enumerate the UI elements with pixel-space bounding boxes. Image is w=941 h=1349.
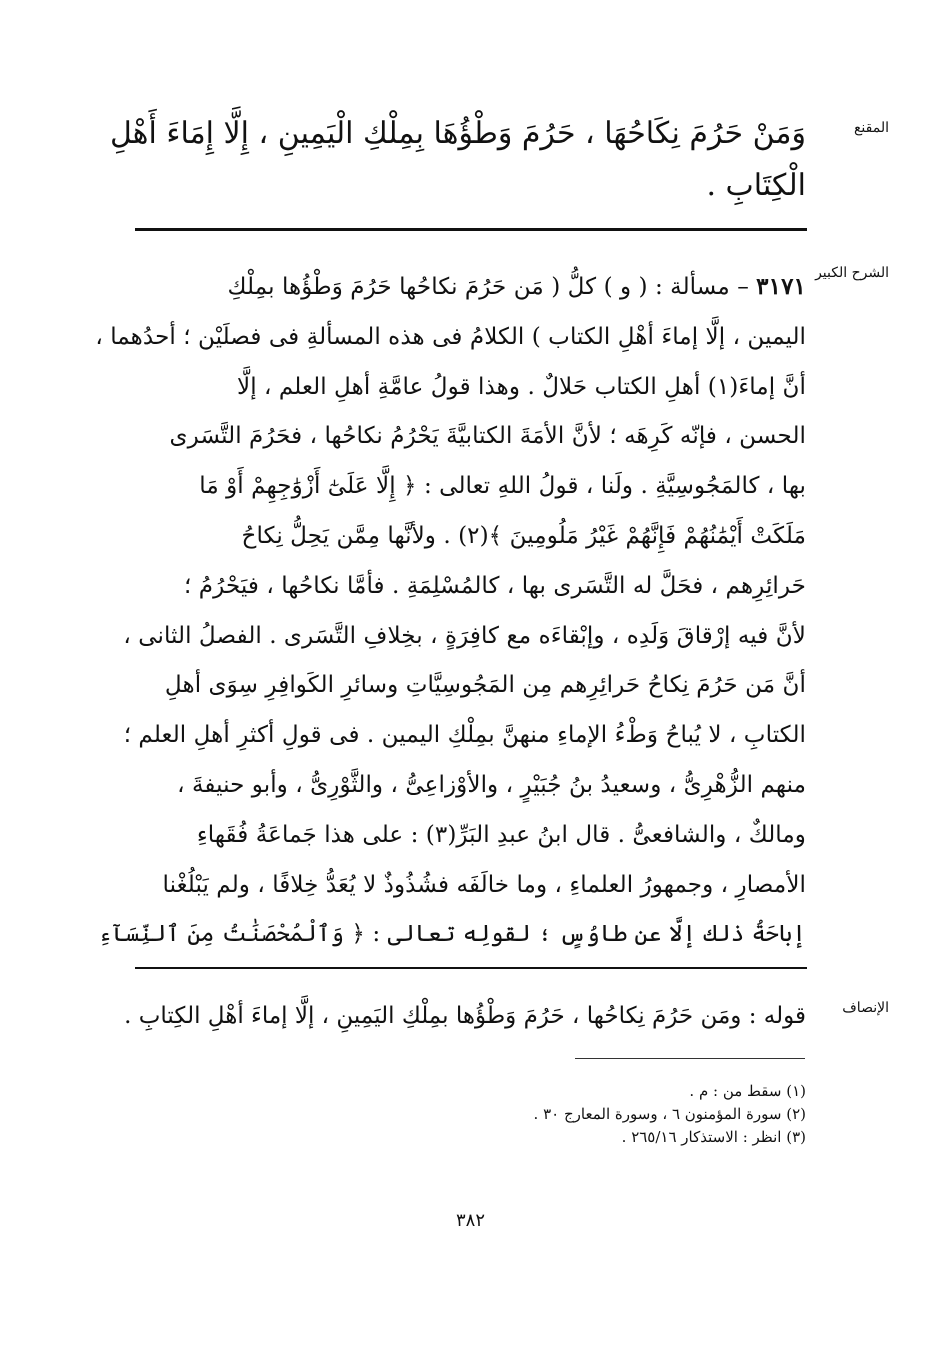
sharh-line: ومالكٌ ، والشافعىُّ . قال ابنُ عبدِ البَرِّ(٣) : على هذا جَماعَةُ فُقَهاءِ xyxy=(196,820,806,848)
footnote-divider xyxy=(575,1058,805,1059)
footnote: (٢) سورة المؤمنون ٦ ، وسورة المعارج ٣٠ . xyxy=(533,1105,806,1123)
sharh-line: لأنَّ فيه إرْقاقَ وَلَدِه ، وإبْقاءَه مع كافِرَةٍ ، بخِلافِ التَّسَرى . الفصلُ الثانى ، xyxy=(123,621,806,649)
muqni-line: الْكِتَابِ . xyxy=(706,168,806,203)
sharh-line: اليمين ، إلَّا إماءَ أهْلِ الكتاب ) الكلامُ فى هذه المسألةِ فى فصلَيْن ؛ أحدُهما ، xyxy=(95,322,806,350)
sharh-line: الكتابِ ، لا يُباحُ وَطْءُ الإماءِ منهنَّ بمِلْكِ اليمين . فى قولِ أكثرِ أهلِ العلم ؛ xyxy=(123,721,806,749)
sharh-line: منهم الزُّهْرِىُّ ، وسعيدُ بنُ جُبَيْرٍ ، والأوْزاعِىُّ ، والثَّوْرِىُّ ، وأبو حنيفةَ ، xyxy=(177,770,806,798)
footnote: (١) سقط من : م . xyxy=(689,1082,806,1100)
issue-number: ٣١٧١ xyxy=(756,273,806,300)
sharh-line: إباحَةُ ذلك إلَّا عن طاوُسٍ ؛ لقولِه تعالى : ﴿ وَٱلْمُحْصَنَٰتُ مِنَ ٱلنِّسَآءِ xyxy=(98,920,806,948)
sharh-line: الأمصارِ ، وجمهورُ العلماءِ ، وما خالَفَه فشُذُوذٌ لا يُعَدُّ خِلافًا ، ولم يَبْلُغْنا xyxy=(162,870,806,898)
footnote: (٣) انظر : الاستذكار ٢٦٥/١٦ . xyxy=(621,1128,806,1146)
muqni-text xyxy=(109,108,806,212)
sharh-line: أنَّ مَن حَرُمَ نِكاحُ حَرائِرِهم مِن المَجُوسِيَّاتِ وسائرِ الكَوافِرِ سِوَى أهلِ xyxy=(164,671,806,699)
sharh-line: الحسن ، فإنّه كَرِهَه ؛ لأنَّ الأمَةَ الكتابيَّةَ يَحْرُمُ نكاحُها ، فحَرُمَ التَّسَرى xyxy=(169,422,806,450)
sharh-line: حَرائِرِهم ، فحَلَّ له التَّسَرى بها ، كالمُسْلِمَةِ . فأمَّا نكاحُها ، فيَحْرُمُ ؛ xyxy=(184,571,806,599)
insaf-text: قوله : ومَن حَرُمَ نِكاحُها ، حَرُمَ وَطْؤُها بمِلْكِ اليَمِينِ ، إلَّا إماءَ أهْلِ الكِتابِ . xyxy=(124,1003,806,1029)
sharh-line: مَلَكَتْ أَيْمَٰنُهُمْ فَإِنَّهُمْ غَيْرُ مَلُومِينَ ﴾(٢) . ولأنَّها مِمَّن يَحِلُّ نِكاحُ xyxy=(241,521,806,549)
section-divider xyxy=(135,228,807,231)
insaf-label: الإنصاف xyxy=(842,1000,889,1016)
sharh-line: بها ، كالمَجُوسِيَّةِ . ولَنا ، قولُ اللهِ تعالى : ﴿ إِلَّا عَلَىٰٓ أَزْوَٰجِهِمْ أَوْ مَا xyxy=(199,472,806,500)
sharh-line: ٣١٧١ – مسألة : ( و ) كلُّ ( مَن حَرُمَ نكاحُها حَرُمَ وَطْؤُها بمِلْكِ xyxy=(227,273,806,300)
sharh-line: أنَّ إماءَ(١) أهلِ الكتاب حَلالٌ . وهذا قولُ عامَّةِ أهلِ العلم ، إلَّا xyxy=(236,372,806,400)
section-divider xyxy=(135,967,807,969)
page-number: ٣٨٢ xyxy=(455,1210,485,1231)
muqni-line: وَمَنْ حَرُمَ نِكَاحُهَا ، حَرُمَ وَطْؤُهَا بِمِلْكِ الْيَمِينِ ، إِلَّا إِمَاءَ أَهْلِ xyxy=(109,116,806,151)
footnotes xyxy=(116,1080,806,1149)
muqni-label: المقنع xyxy=(853,120,889,136)
sharh-label: الشرح الكبير xyxy=(815,265,889,281)
sharh-text xyxy=(95,262,806,959)
